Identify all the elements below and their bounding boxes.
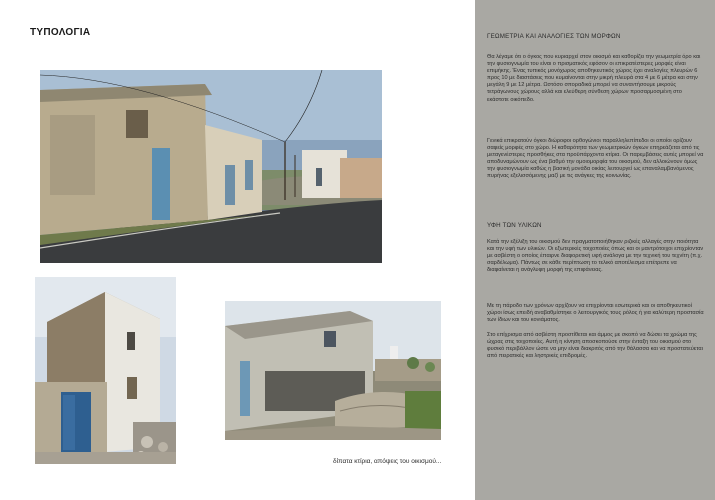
photo-ruined-building	[225, 301, 441, 440]
photo-street-view	[40, 70, 382, 263]
paragraph-geometry-2: Γενικά επικρατούν όγκοι διώροφοι ορθογώνιοι παραλληλεπίπεδοι οι οποίοι ορίζουν σαφείς μορφές στο χώρο. Η καθαρότητα των γεωμετρικών όγκων επηρεάζεται από τις μεταγενέστερες προσθήκες στα προϋπάρχοντα κτίρια. Οι παρεμβάσεις αυτές μπορεί να αποδυναμώνουν ως ένα βαθμό την ομοιομορφία του οικισμού, δεν αλλοιώνουν όμως την φυσιογνωμία καθώς η βασική μονάδα οικίας λειτουργεί ως επαναλαμβανόμενος πυρήνας εξελισσόμενης μαζί με τις ανάγκες της κοινωνίας.	[487, 138, 704, 180]
paragraph-geometry-1: Θα λέγαμε ότι ο όγκος που κυριαρχεί στον οικισμό και καθορίζει την γεωμετρία όρο και την φυσιογνωμία του είναι ο πρισματικός εφόσον οι επικρατέστερες μορφές είναι επιμήκης. Ένας τυπικός μονόχωρος αποθηκευτικός χώρος έχει αναλογίες πλευρών 6 προς 10 με διαστάσεις που κυμαίνονται στην μικρή πλευρά στα 4 με 6 μέτρα και στην μεγάλη 9 με 12 μέτρα. Ωστόσο σποραδικά μπορεί να συναντήσουμε μικρούς τετράγωνους χώρους αλλά και ελεύθερη σύνθεση χώρων προσαρμοσμένη στο εκάστοτε οικόπεδο.	[487, 54, 701, 103]
photo-caption: δίπατα κτίρια, απόψεις του οικισμού...	[333, 458, 442, 465]
paragraph-materials-3: Στο επίχρισμα από ασβέστη προστίθεται και άμμος με σκοπό να δώσει τα χρώμα της ώχρας στις τοιχοποιίες. Αυτή η κίνηση αποσκοπούσε στην ένταξη του οικισμού στο φυσικό περιβάλλον ώστε να μην είναι διακριτός από την θάλασσα και να προστατεύεται από πειρατικές και ληστρικές επιδρομές.	[487, 332, 703, 360]
paragraph-materials-1: Κατά την εξέλιξη του οικισμού δεν πραγματοποιήθηκαν ριζικές αλλαγές στην ποιότητα και την υφή των υλικών. Οι εξωτερικές τοιχοποιίες όπως και οι μαντρότοιχοι επιχρίονταν με ασβέστη ο οποίος έπαιρνε διαφορετική υφή ανάλογα με την τεχνική του τεχνίτη (π.χ. σαρδέλωμα). Πάντως σε κάθε περίπτωση το τελικό αποτέλεσμα επέτρεπε να διαφαίνεται η ανάγλυφη μορφή της επιφάνειας.	[487, 239, 704, 274]
page-title: ΤΥΠΟΛΟΓΙΑ	[30, 27, 91, 38]
section-heading-materials: ΥΦΗ ΤΩΝ ΥΛΙΚΩΝ	[487, 222, 542, 229]
photo-two-storey-house	[35, 277, 176, 464]
paragraph-materials-2: Με τη πάροδο των χρόνων αρχίζουν να επιχρίονται εσωτερικά και οι αποθηκευτικοί χώροι ίσως επειδή αναβαθμίστηκε ο λειτουργικός τους ρόλος ή για καλύτερη προστασία των ίδιων και του κονιάματος.	[487, 303, 704, 324]
section-heading-geometry: ΓΕΩΜΕΤΡΙΑ ΚΑΙ ΑΝΑΛΟΓΙΕΣ ΤΩΝ ΜΟΡΦΩΝ	[487, 33, 621, 40]
